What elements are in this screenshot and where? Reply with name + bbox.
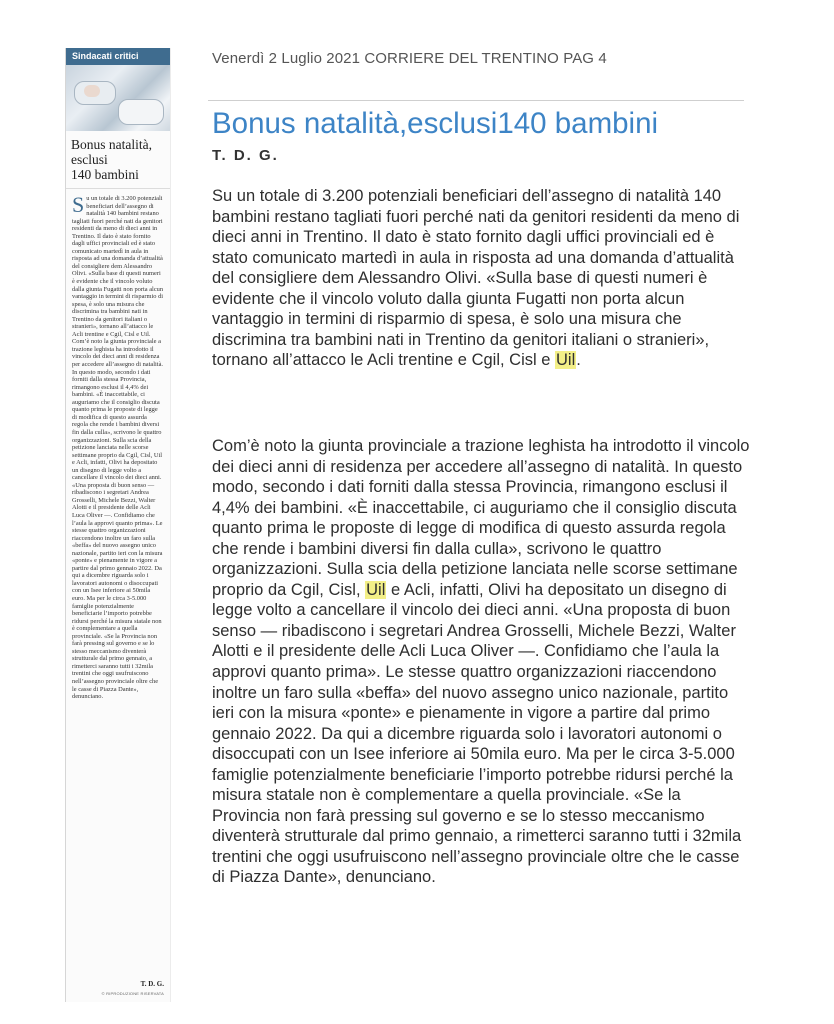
- clipping-photo-newborn-cribs: [66, 65, 170, 131]
- clipping-headline-line: Bonus natalità,: [71, 137, 152, 152]
- clipping-headline-line: 140 bambini: [71, 167, 139, 182]
- highlighted-word: Uil: [556, 351, 576, 370]
- newspaper-clipping: [65, 48, 171, 1002]
- dateline: Venerdì 2 Luglio 2021 CORRIERE DEL TRENTINO PAG 4: [212, 50, 607, 67]
- baby-shape: [84, 85, 100, 97]
- clipping-kicker: Sindacati critici: [66, 48, 170, 65]
- article-paragraph-1: [212, 186, 752, 371]
- crib-shape: [118, 99, 164, 125]
- article-author: T. D. G.: [212, 147, 279, 164]
- paragraph-text: Com’è noto la giunta provinciale a trazione leghista ha introdotto il vincolo dei dieci anni di residenza per accedere all’assegno di natalità. In questo modo, secondo i dati forniti dalla stessa Provincia, rimangono esclusi il 4,4% dei bambini. «È inaccettabile, ci auguriamo che il consiglio discuta quanto prima le proposte di legge di modifica di questo assurda regola che rende i bambini diversi fin dalla culla», scrivono le quattro organizzazioni. Sulla scia della petizione lanciata nelle scorse settimane proprio da Cgil, Cisl,: [212, 437, 750, 599]
- clipping-drop-cap: S: [72, 192, 85, 217]
- article-paragraph-2: [212, 436, 752, 888]
- article-title: Bonus natalità,esclusi140 bambini: [212, 107, 659, 140]
- header-divider: [208, 100, 744, 101]
- clipping-signature: T. D. G.: [140, 980, 164, 988]
- paragraph-text: Su un totale di 3.200 potenziali beneficiari dell’assegno di natalità 140 bambini restano tagliati fuori perché nati da genitori residenti da meno di dieci anni in Trentino. Il dato è stato fornito dagli uffici provinciali ed è stato comunicato martedì in aula in risposta ad una domanda d’attualità del consigliere dem Alessandro Olivi. «Sulla base di questi numeri è evidente che il vincolo voluto dalla giunta Fugatti non porta alcun vantaggio in termini di risparmio di spesa, è solo una misura che discrimina tra bambini nati in Trentino da genitori italiani o stranieri», tornano all’attacco le Acli trentine e Cgil, Cisl e: [212, 187, 740, 370]
- paragraph-text: .: [576, 351, 581, 370]
- clipping-copyright: © RIPRODUZIONE RISERVATA: [101, 991, 164, 996]
- clipping-body-text: u un totale di 3.200 potenziali beneficiari dell’assegno di natalità 140 bambini restano tagliati fuori perché nati da genitori residenti da meno di dieci anni in Trentino. Il dato è stato fornito dagli uffici provinciali ed è stato comunicato martedì in aula in risposta ad una domanda d’attualità del consigliere dem Alessandro Olivi. «Sulla base di questi numeri è evidente che il vincolo voluto dalla giunta Fugatti non porta alcun vantaggio in termini di risparmio di spesa, è solo una misura che discrimina tra bambini nati in Trentino da genitori italiani o stranieri», tornano all’attacco le Acli trentine e Cgil, Cisl e Uil. Com’è noto la giunta provinciale a trazione leghista ha introdotto il vincolo dei dieci anni di residenza per accedere all’assegno di natalità. In questo modo, secondo i dati forniti dalla stessa Provincia, rimangono esclusi il 4,4% dei bambini. «È inaccettabile, ci auguriamo che il consiglio discuta quanto prima le proposte di legge di modifica di questo assurda regola che rende i bambini diversi fin dalla culla», scrivono le quattro organizzazioni. Sulla scia della petizione lanciata nelle scorse settimane proprio da Cgil, Cisl, Uil e Acli, infatti, Olivi ha depositato un disegno di legge volto a cancellare il vincolo dei dieci anni. «Una proposta di buon senso — ribadiscono i segretari Andrea Grosselli, Michele Bezzi, Walter Alotti e il presidente delle Acli Luca Oliver —. Confidiamo che l’aula la approvi quanto prima». Le stesse quattro organizzazioni riaccendono inoltre un faro sulla «beffa» del nuovo assegno unico nazionale, partito ieri con la misura «ponte» e pienamente in vigore a partire dal primo gennaio 2022. Da qui a dicembre riguarda solo i lavoratori autonomi o disoccupati con un Isee inferiore ai 50mila euro. Ma per le circa 3-5.000 famiglie potenzialmente beneficiarie l’importo potrebbe ridursi perché la misura statale non è complementare a quella provinciale. «Se la Provincia non farà pressing sul governo e se lo stesso meccanismo diventerà strutturale dal primo gennaio, a rimetterci saranno tutti i 32mila trentini che oggi usufruiscono nell’assegno provinciale oltre che le casse di Piazza Dante», denunciano.: [72, 195, 164, 701]
- highlighted-word: Uil: [366, 580, 386, 599]
- paragraph-text: e Acli, infatti, Olivi ha depositato un disegno di legge volto a cancellare il vincolo dei dieci anni. «Una proposta di buon senso — ribadiscono i segretari Andrea Grosselli, Michele Bezzi, Walter Alotti e il presidente delle Acli Luca Oliver —. Confidiamo che l’aula la approvi quanto prima». Le stesse quattro organizzazioni riaccendono inoltre un faro sulla «beffa» del nuovo assegno unico nazionale, partito ieri con la misura «ponte» e pienamente in vigore a partire dal primo gennaio 2022. Da qui a dicembre riguarda solo i lavoratori autonomi o disoccupati con un Isee inferiore ai 50mila euro. Ma per le circa 3-5.000 famiglie potenzialmente beneficiarie l’importo potrebbe ridursi perché la misura statale non è complementare a quella provinciale. «Se la Provincia non farà pressing sul governo e se lo stesso meccanismo diventerà strutturale dal primo gennaio, a rimetterci saranno tutti i 32mila trentini che oggi usufruiscono nell’assegno provinciale oltre che le casse di Piazza Dante», denunciano.: [212, 580, 742, 887]
- clipping-body: [66, 189, 170, 940]
- clipping-headline-line: esclusi: [71, 152, 108, 167]
- clipping-headline: [66, 131, 170, 189]
